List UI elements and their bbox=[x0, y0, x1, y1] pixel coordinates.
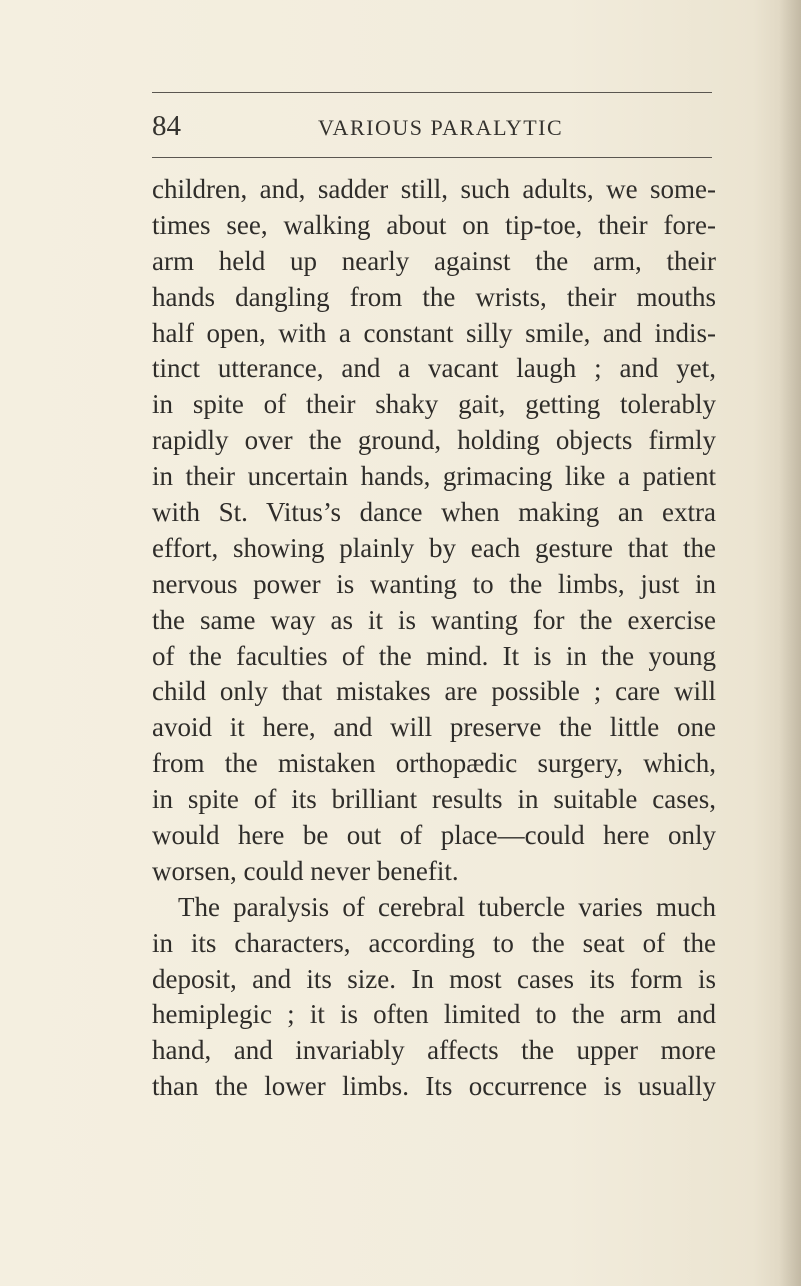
text-line: would here be out of place—could here only bbox=[152, 820, 716, 851]
running-head: VARIOUS PARALYTIC bbox=[318, 115, 564, 140]
text-line: in spite of its brilliant results in suitable cases, bbox=[152, 784, 716, 815]
text-line: times see, walking about on tip-toe, their fore- bbox=[152, 209, 716, 240]
text-line: in spite of their shaky gait, getting tolerably bbox=[152, 389, 716, 420]
text-line: arm held up nearly against the arm, their bbox=[152, 245, 716, 276]
text-line: nervous power is wanting to the limbs, just in bbox=[152, 568, 716, 599]
header-top-rule bbox=[152, 92, 712, 93]
text-line: avoid it here, and will preserve the little one bbox=[152, 712, 716, 743]
text-line: rapidly over the ground, holding objects firmly bbox=[152, 425, 716, 456]
text-line: than the lower limbs. Its occurrence is usually bbox=[152, 1071, 716, 1102]
page-number: 84 bbox=[152, 110, 181, 142]
text-line: the same way as it is wanting for the exercise bbox=[152, 604, 716, 635]
page-edge-shadow bbox=[779, 0, 801, 1286]
text-line: effort, showing plainly by each gesture that the bbox=[152, 532, 716, 563]
paragraph-2 bbox=[152, 890, 716, 1105]
text-line: half open, with a constant silly smile, and indis- bbox=[152, 317, 716, 348]
text-line: in its characters, according to the seat of the bbox=[152, 927, 716, 958]
text-line: hand, and invariably affects the upper more bbox=[152, 1035, 716, 1066]
text-line: with St. Vitus’s dance when making an extra bbox=[152, 497, 716, 528]
body-text bbox=[152, 172, 716, 1105]
text-line: children, and, sadder still, such adults, we some- bbox=[152, 174, 716, 204]
text-line: of the faculties of the mind. It is in the young bbox=[152, 640, 716, 671]
text-line: child only that mistakes are possible ; care will bbox=[152, 676, 716, 707]
text-line: The paralysis of cerebral tubercle varies much bbox=[178, 891, 716, 922]
text-line: tinct utterance, and a vacant laugh ; and yet, bbox=[152, 353, 716, 384]
text-line: deposit, and its size. In most cases its form is bbox=[152, 963, 716, 994]
text-line: hemiplegic ; it is often limited to the arm and bbox=[152, 999, 716, 1030]
text-line: in their uncertain hands, grimacing like a patient bbox=[152, 461, 716, 492]
text-line: from the mistaken orthopædic surgery, which, bbox=[152, 748, 716, 779]
text-line: hands dangling from the wrists, their mouths bbox=[152, 281, 716, 312]
text-line: worsen, could never benefit. bbox=[152, 855, 459, 886]
header-bottom-rule bbox=[152, 157, 712, 158]
paragraph-1 bbox=[152, 172, 716, 890]
